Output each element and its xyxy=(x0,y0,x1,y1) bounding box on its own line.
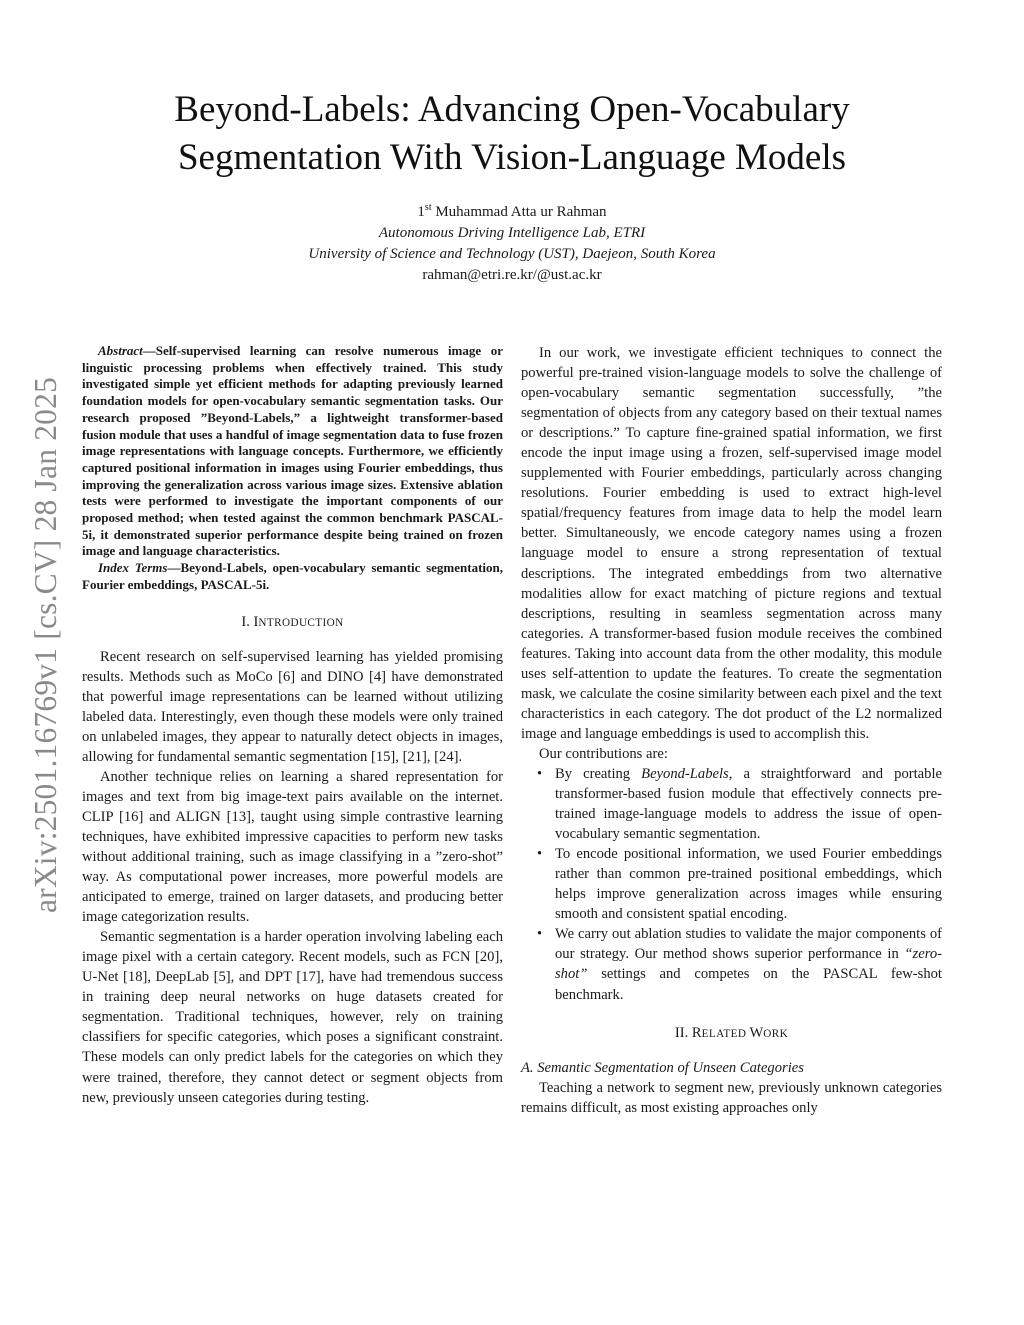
intro-paragraph-4: In our work, we investigate efficient techniques to connect the powerful pre-trained vision-language models to solve the challenge of open-vocabulary semantic segmentation successfully, ”the segmentation of objects from any category based on their textual names or descriptions.” To capture fine-grained spatial information, we first encode the input image using a frozen, self-supervised image model supplemented with Fourier embeddings, particularly across changing resolutions. Fourier embedding is used to extract high-level spatial/frequency features from image data to help the model learn better. Simultaneously, we encode category names using a frozen language model to ensure a strong representation of textual descriptions. The integrated embeddings from two alternative modalities allow for exact matching of picture regions and textual descriptions, resulting in seamless segmentation across many categories. A transformer-based fusion module receives the combined features. Taking into account data from the other modality, this module uses self-attention to update the features. To create the segmentation mask, we calculate the cosine similarity between each pixel and the text characteristics in each category. The dot product of the L2 normalized image and language embeddings is used to accomplish this. xyxy=(521,345,942,742)
bullet-icon: • xyxy=(537,846,543,863)
left-column xyxy=(82,343,503,1108)
contribution-item: • We carry out ablation studies to validate the major components of our strategy. Our method shows superior performance in “zero-shot” settings and competes on the PASCAL few-shot benchmark. xyxy=(537,926,942,1003)
abstract xyxy=(82,343,503,560)
bullet-icon: • xyxy=(537,926,543,943)
index-terms xyxy=(82,560,503,593)
section-heading-related-work: II. RELATED WORK xyxy=(674,1024,789,1041)
affiliation-1: Autonomous Driving Intelligence Lab, ETRI xyxy=(378,225,646,241)
affiliation-2: University of Science and Technology (UST), Daejeon, South Korea xyxy=(308,246,716,262)
intro-paragraph-1: Recent research on self-supervised learning has yielded promising results. Methods such as MoCo [6] and DINO [4] have demonstrated that powerful image representations can be learned without utilizing labeled data. Interestingly, even though these models were only trained on unlabeled images, they appear to naturally detect objects in images, allowing for fundamental semantic segmentation [15], [21], [24]. xyxy=(82,648,503,765)
right-column xyxy=(521,343,942,1118)
author-line xyxy=(0,202,1024,223)
author-ordinal: 1 xyxy=(417,204,425,220)
arxiv-identifier: arXiv:2501.16769v1 [cs.CV] 28 Jan 2025 xyxy=(28,376,63,914)
abstract-label: Abstract xyxy=(98,343,143,358)
index-terms-label: Index Terms xyxy=(98,560,168,576)
index-terms-text: —Beyond-Labels, open-vocabulary semantic segmentation, Fourier embeddings, PASCAL-5i. xyxy=(82,560,503,592)
title-line-2: Segmentation With Vision-Language Models xyxy=(177,137,847,178)
author-name: Muhammad Atta ur Rahman xyxy=(435,204,607,220)
intro-paragraph-3: Semantic segmentation is a harder operation involving labeling each image pixel with a certain category. Recent models, such as FCN [20], U-Net [18], DeepLab [5], and DPT [17], have had tremendous success in training deep neural networks on huge datasets created for segmentation. Traditional techniques, however, rely on training classifiers for specific categories, which poses a significant constraint. These models can only predict labels for the categories on which they were trained, therefore, they cannot detect or segment objects from new, previously unseen categories during testing. xyxy=(82,929,503,1106)
author-email: rahman@etri.re.kr/@ust.ac.kr xyxy=(422,267,602,283)
contribution-item: • To encode positional information, we used Fourier embeddings rather than common pre-trained positional embeddings, which helps improve generalization across images while ensuring smooth and consistent spatial encoding. xyxy=(537,846,942,923)
section-heading-introduction: I. INTRODUCTION xyxy=(241,613,344,630)
author-block xyxy=(0,202,1024,286)
abstract-text: —Self-supervised learning can resolve numerous image or linguistic processing problems when effectively trained. This study investigated simple yet efficient methods for adapting previously learned foundation models for open-vocabulary semantic segmentation tasks. Our research proposed ”Beyond-Labels,” a lightweight transformer-based fusion module that uses a handful of image segmentation data to fuse frozen image representations with language concepts. Furthermore, we efficiently captured positional information in images using Fourier embeddings, thus improving the generalization across various image sizes. Extensive ablation tests were performed to investigate the important components of our proposed method; when tested against the common benchmark PASCAL-5i, it demonstrated superior performance despite being trained on frozen image and language characteristics. xyxy=(82,343,503,559)
intro-paragraph-2: Another technique relies on learning a shared representation for images and text from big image-text pairs available on the internet. CLIP [16] and ALIGN [13], taught using simple contrastive learning techniques, have exhibited impressive capacities to perform new tasks without additional training, such as image classifying in a ”zero-shot” way. As computational power increases, more powerful models are anticipated to emerge, trained on larger datasets, and producing better image categorization results. xyxy=(82,768,503,926)
contribution-item: • By creating Beyond-Labels, a straightforward and portable transformer-based fusion module that effectively connects pre-trained image-language models to address the issue of open-vocabulary semantic segmentation. xyxy=(537,765,942,843)
bullet-icon: • xyxy=(537,765,543,782)
related-work-paragraph-1: Teaching a network to segment new, previously unknown categories remains difficult, as most existing approaches only xyxy=(521,1079,942,1116)
author-ordinal-sup: st xyxy=(424,202,432,213)
subsection-heading-a: A. Semantic Segmentation of Unseen Categories xyxy=(521,1059,804,1076)
contributions-list xyxy=(521,764,942,1005)
paper-title xyxy=(0,86,1024,182)
contributions-intro: Our contributions are: xyxy=(539,745,668,762)
title-line-1: Beyond-Labels: Advancing Open-Vocabulary xyxy=(174,89,850,130)
